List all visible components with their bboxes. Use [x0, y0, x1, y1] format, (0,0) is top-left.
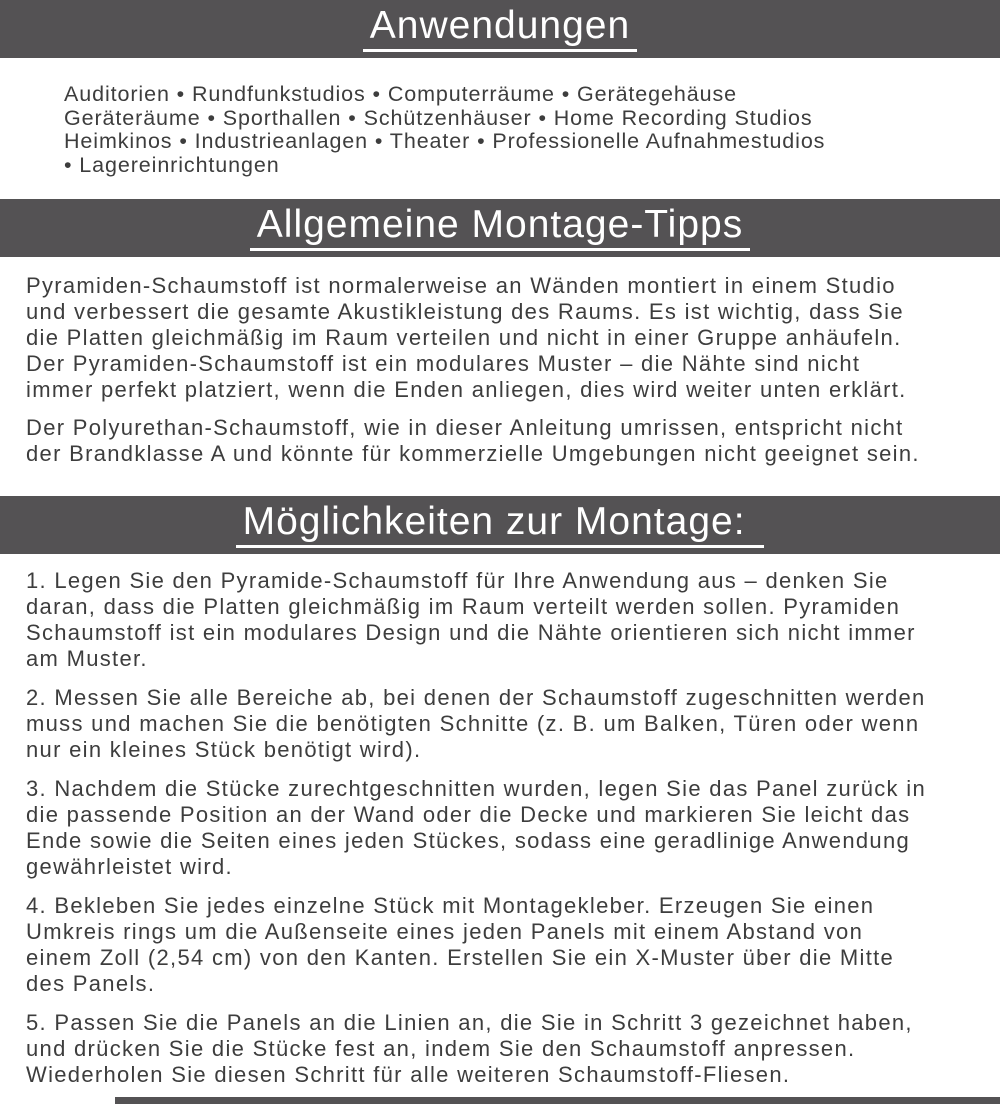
section-title-anwendungen: Anwendungen — [363, 6, 637, 53]
mounting-steps-list — [0, 568, 1000, 1088]
mounting-step: 2. Messen Sie alle Bereiche ab, bei denen der Schaumstoff zugeschnitten werden muss und machen Sie die benötigten Schnitte (z. B. um Balken, Türen oder wenn nur ein kleines Stück benötigt wird). — [26, 685, 926, 762]
next-section-bar-partial — [115, 1097, 1000, 1104]
applications-list — [64, 83, 970, 177]
mounting-step: 4. Bekleben Sie jedes einzelne Stück mit Montagekleber. Erzeugen Sie einen Umkreis rings um die Außenseite eines jeden Panels mit einem Abstand von einem Zoll (2,54 cm) von den Kanten. Erstellen Sie ein X-Muster über die Mitte des Panels. — [26, 893, 895, 996]
mounting-step: 3. Nachdem die Stücke zurechtgeschnitten wurden, legen Sie das Panel zurück in die passende Position an der Wand oder die Decke und markieren Sie leicht das Ende sowie die Seiten eines jeden Stückes, sodass eine geradlinige Anwendung gewährleistet wird. — [26, 776, 926, 879]
section-title-montage-moeglichkeiten: Möglichkeiten zur Montage: — [236, 502, 765, 549]
applications-line: Auditorien • Rundfunkstudios • Computerräume • Gerätegehäuse — [64, 82, 737, 106]
applications-line: • Lagereinrichtungen — [64, 152, 280, 177]
mounting-step: 1. Legen Sie den Pyramide-Schaumstoff für Ihre Anwendung aus – denken Sie daran, dass die Platten gleichmäßig im Raum verteilt werden sollen. Pyramiden Schaumstoff ist ein modulares Design und die Nähte orientieren sich nicht immer am Muster. — [26, 568, 916, 671]
mounting-step: 5. Passen Sie die Panels an die Linien an, die Sie in Schritt 3 gezeichnet haben, und drücken Sie die Stücke fest an, indem Sie den Schaumstoff anpressen. Wiederholen Sie diesen Schritt für alle weiteren Schaumstoff-Fliesen. — [26, 1010, 913, 1087]
applications-line: Geräteräume • Sporthallen • Schützenhäuser • Home Recording Studios — [64, 105, 813, 130]
section-header-montage-tipps — [0, 199, 1000, 257]
tips-paragraph: Der Polyurethan-Schaumstoff, wie in dieser Anleitung umrissen, entspricht nicht der Brandklasse A und könnte für kommerzielle Umgebungen nicht geeignet sein. — [26, 415, 920, 466]
applications-line: Heimkinos • Industrieanlagen • Theater • Professionelle Aufnahmestudios — [64, 129, 826, 153]
section-header-montage-moeglichkeiten — [0, 496, 1000, 554]
tips-paragraph: Pyramiden-Schaumstoff ist normalerweise an Wänden montiert in einem Studio und verbessert die gesamte Akustikleistung des Raums. Es ist wichtig, dass Sie die Platten gleichmäßig im Raum verteilen und nicht in einer Gruppe anhäufeln. Der Pyramiden-Schaumstoff ist ein modulares Muster – die Nähte sind nicht immer perfekt platziert, wenn die Enden anliegen, dies wird weiter unten erklärt. — [26, 273, 907, 402]
section-header-anwendungen — [0, 0, 1000, 58]
section-title-montage-tipps: Allgemeine Montage-Tipps — [250, 205, 750, 252]
